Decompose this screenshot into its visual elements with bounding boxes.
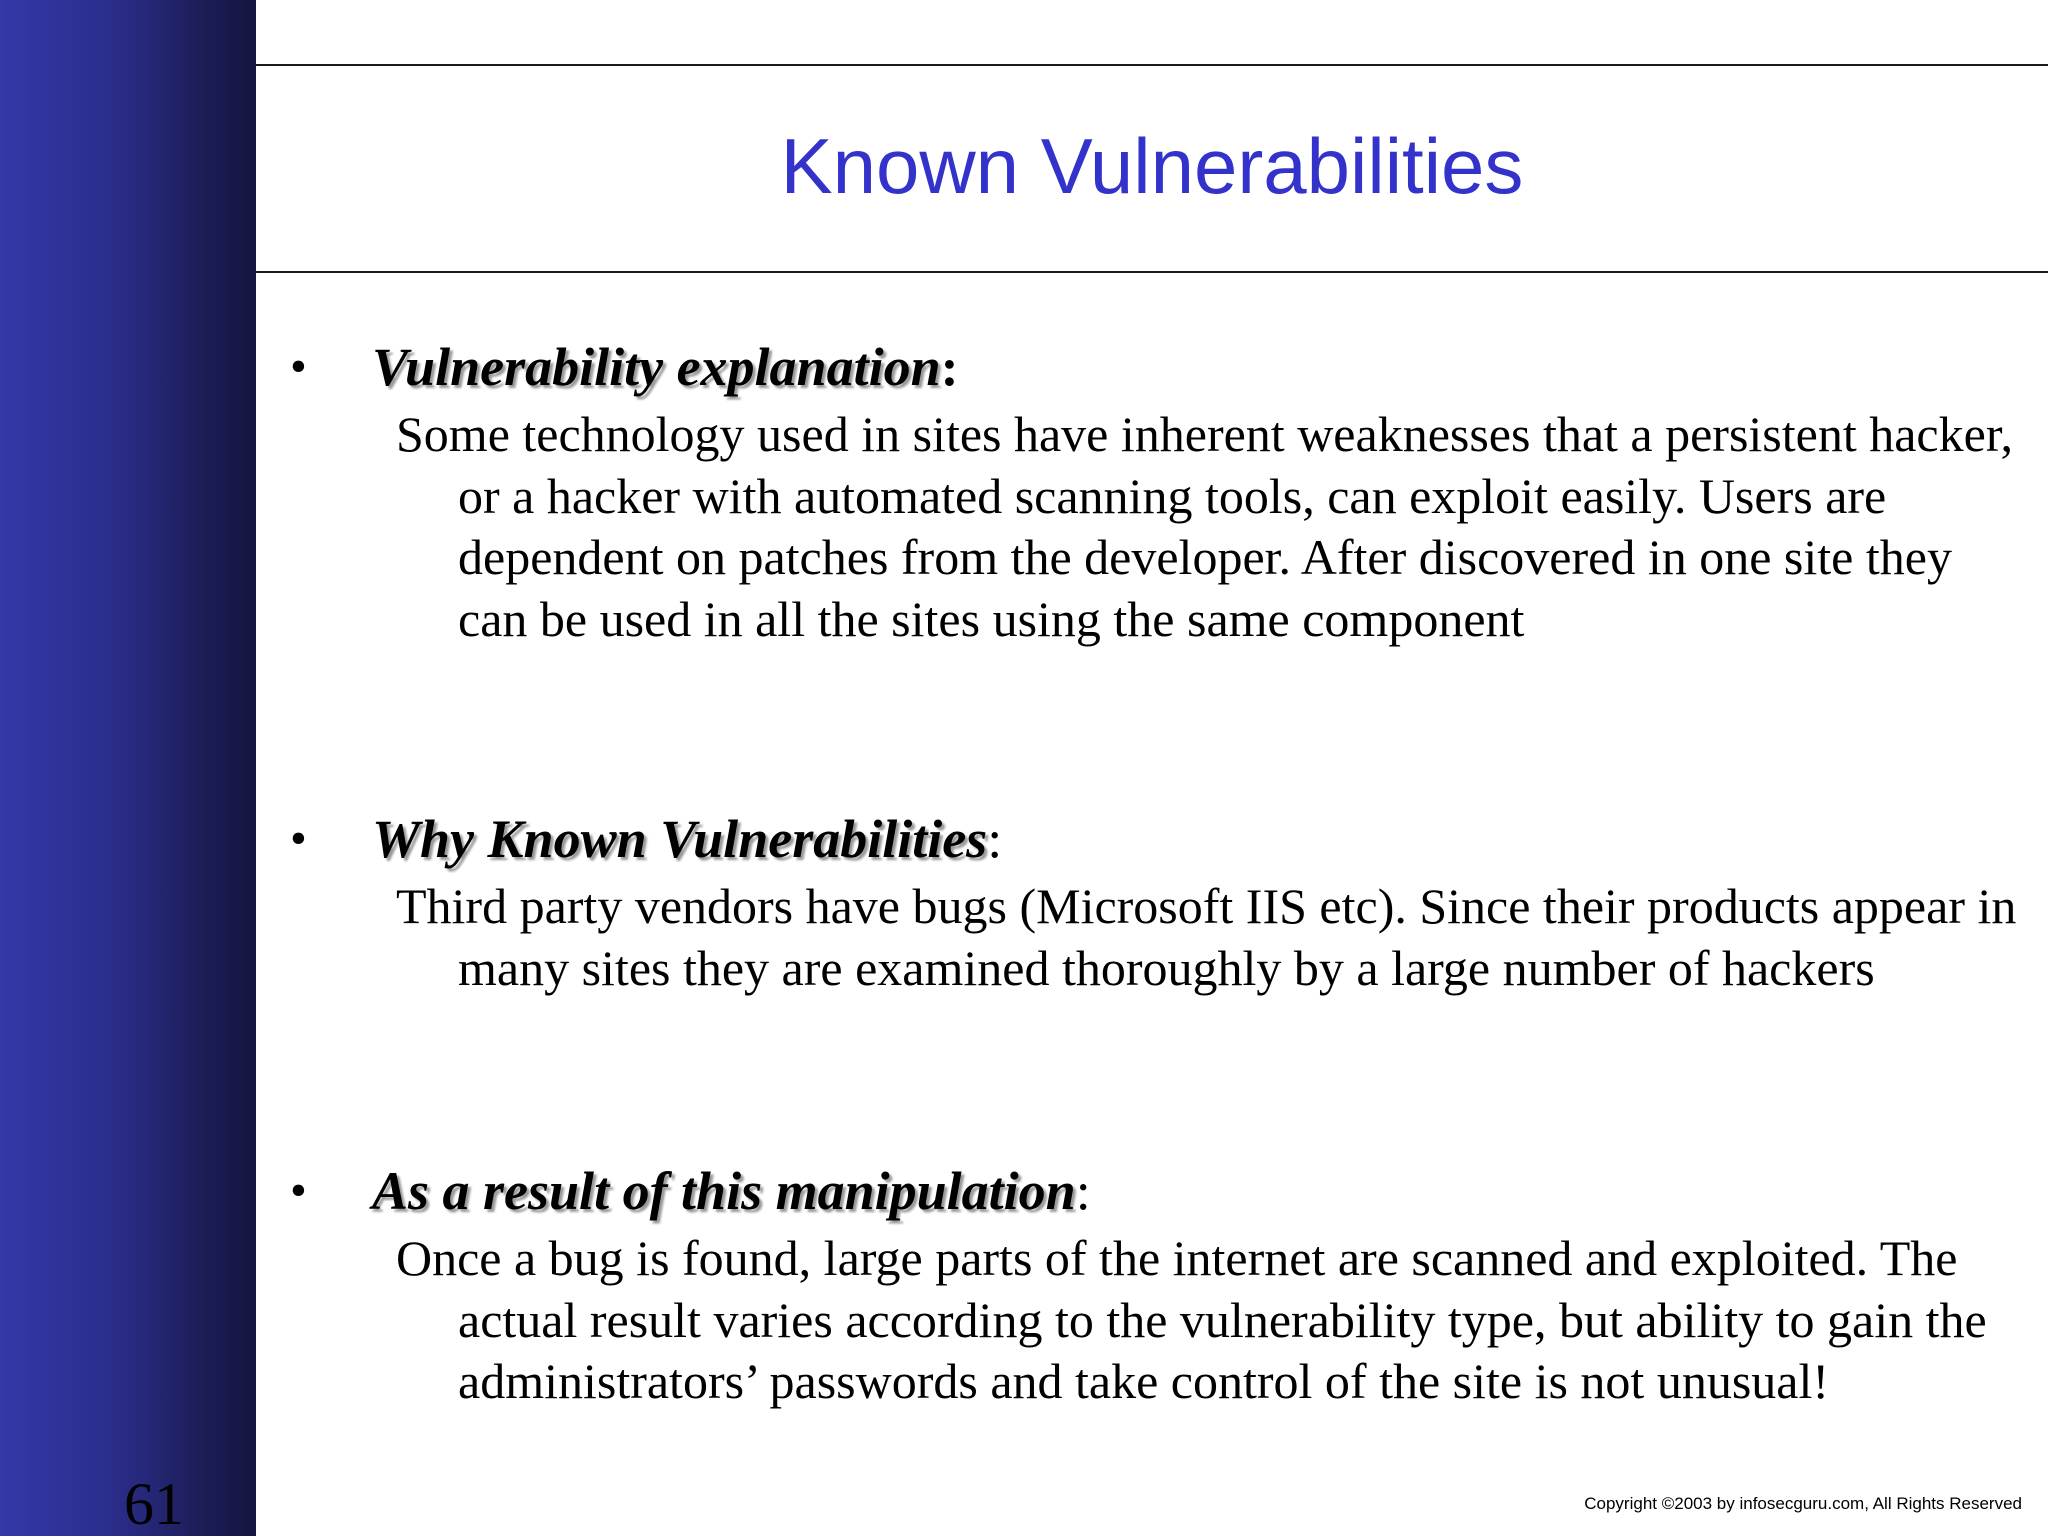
page-number: 61 <box>124 1471 184 1536</box>
bullet-body: Once a bug is found, large parts of the internet are scanned and exploited. The actual result varies according to the vulnerability type, but ability to gain the administrators’ passwords and take control of the site is not unusual! <box>396 1230 1987 1409</box>
sidebar-band <box>0 0 256 1536</box>
bullet-heading: Why Known Vulnerabilities: <box>372 809 1003 869</box>
copyright-notice: Copyright ©2003 by infosecguru.com, All Rights Reserved <box>1584 1494 2022 1513</box>
bullet-result-of-manipulation <box>290 1158 2010 1413</box>
bullet-icon: • <box>290 812 307 865</box>
title-divider <box>256 271 2048 273</box>
slide-title: Known Vulnerabilities <box>780 122 1524 210</box>
top-divider <box>256 64 2048 66</box>
bullet-heading: As a result of this manipulation: <box>372 1161 1091 1221</box>
bullet-why-known-vulnerabilities <box>290 806 2017 999</box>
bullet-vulnerability-explanation <box>290 334 2013 650</box>
bullet-body: Third party vendors have bugs (Microsoft IIS etc). Since their products appear in many sites they are examined thoroughly by a large number of hackers <box>396 878 2017 996</box>
bullet-icon: • <box>290 1164 307 1217</box>
bullet-heading: Vulnerability explanation: <box>372 337 959 397</box>
bullet-icon: • <box>290 340 307 393</box>
bullet-body: Some technology used in sites have inherent weaknesses that a persistent hacker, or a hacker with automated scanning tools, can exploit easily. Users are dependent on patches from the developer. After discovered in one site they can be used in all the sites using the same component <box>396 406 2013 647</box>
